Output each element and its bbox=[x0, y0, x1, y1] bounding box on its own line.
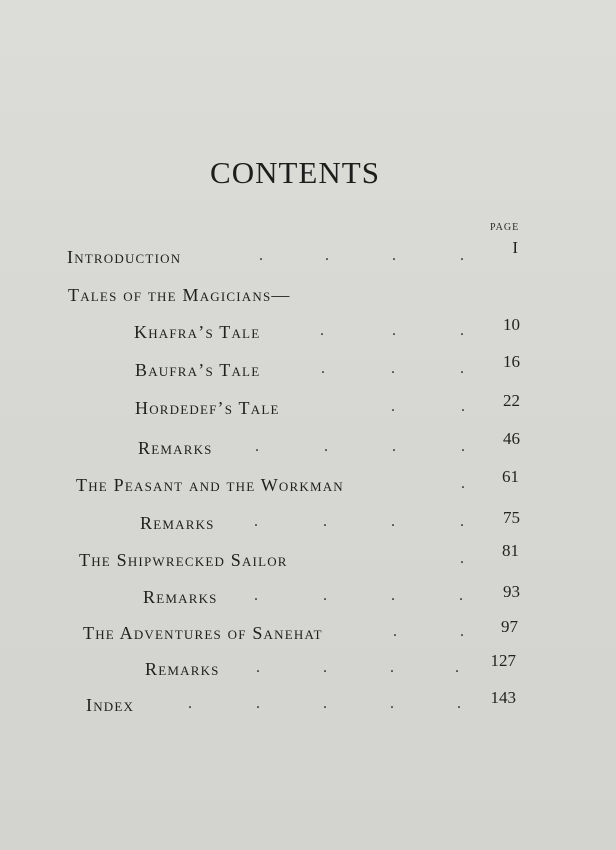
leader-dot: . bbox=[325, 247, 331, 264]
leader-dot: . bbox=[320, 322, 326, 339]
toc-entry-label: Index bbox=[86, 695, 135, 715]
toc-page-number: 143 bbox=[490, 688, 516, 707]
leader-dot: . bbox=[393, 623, 399, 640]
toc-page-number: 22 bbox=[503, 391, 520, 410]
toc-page-number: 16 bbox=[503, 352, 520, 371]
leader-dot: . bbox=[460, 247, 466, 264]
toc-entry-label: Baufra’s Tale bbox=[135, 360, 261, 380]
leader-dot: . bbox=[323, 659, 329, 676]
leader-dot: . bbox=[391, 587, 397, 604]
toc-page-number: 10 bbox=[503, 315, 520, 334]
toc-page-number: I bbox=[512, 238, 518, 257]
toc-page-number: 97 bbox=[501, 617, 518, 636]
leader-dot: . bbox=[254, 587, 260, 604]
leader-dot: . bbox=[460, 513, 466, 530]
leader-dot: . bbox=[460, 550, 466, 567]
leader-dot: . bbox=[391, 513, 397, 530]
toc-entry-label: Remarks bbox=[145, 659, 220, 679]
toc-page-number: 81 bbox=[502, 541, 519, 560]
toc-page-number: 127 bbox=[490, 651, 516, 670]
toc-entry-label: The Shipwrecked Sailor bbox=[79, 550, 288, 570]
leader-dot: . bbox=[461, 398, 467, 415]
leader-dot: . bbox=[188, 695, 194, 712]
leader-dot: . bbox=[460, 360, 466, 377]
leader-dot: . bbox=[390, 659, 396, 676]
toc-page-number: 61 bbox=[502, 467, 519, 486]
leader-dot: . bbox=[323, 587, 329, 604]
leader-dot: . bbox=[391, 398, 397, 415]
leader-dot: . bbox=[460, 623, 466, 640]
page-column-label: PAGE bbox=[490, 222, 520, 233]
toc-entry-label: Remarks bbox=[138, 438, 213, 458]
toc-entry-label: Tales of the Magicians— bbox=[68, 285, 291, 305]
leader-dot: . bbox=[460, 322, 466, 339]
toc-page-number: 75 bbox=[503, 508, 520, 527]
leader-dot: . bbox=[459, 587, 465, 604]
leader-dot: . bbox=[324, 438, 330, 455]
leader-dot: . bbox=[254, 513, 260, 530]
leader-dot: . bbox=[391, 360, 397, 377]
toc-page-number: 46 bbox=[503, 429, 520, 448]
toc-entry-label: The Peasant and the Workman bbox=[76, 475, 344, 495]
toc-entry-label: Introduction bbox=[67, 247, 182, 267]
toc-entry-label: Remarks bbox=[140, 513, 215, 533]
leader-dot: . bbox=[323, 695, 329, 712]
toc-entry-tales-of-the-magicians[interactable] bbox=[68, 285, 538, 309]
leader-dot: . bbox=[256, 695, 262, 712]
leader-dot: . bbox=[461, 438, 467, 455]
leader-dot: . bbox=[321, 360, 327, 377]
leader-dot: . bbox=[323, 513, 329, 530]
contents-heading: CONTENTS bbox=[210, 155, 380, 190]
leader-dot: . bbox=[259, 247, 265, 264]
leader-dot: . bbox=[461, 475, 467, 492]
leader-dot: . bbox=[392, 322, 398, 339]
leader-dot: . bbox=[256, 659, 262, 676]
toc-entry-label: Hordedef’s Tale bbox=[135, 398, 280, 418]
leader-dot: . bbox=[255, 438, 261, 455]
toc-entry-label: Khafra’s Tale bbox=[134, 322, 261, 342]
toc-entry-label: Remarks bbox=[143, 587, 218, 607]
leader-dot: . bbox=[390, 695, 396, 712]
toc-entry-label: The Adventures of Sanehat bbox=[83, 623, 323, 643]
leader-dot: . bbox=[457, 695, 463, 712]
leader-dot: . bbox=[392, 247, 398, 264]
toc-page-number: 93 bbox=[503, 582, 520, 601]
leader-dot: . bbox=[392, 438, 398, 455]
leader-dot: . bbox=[455, 659, 461, 676]
